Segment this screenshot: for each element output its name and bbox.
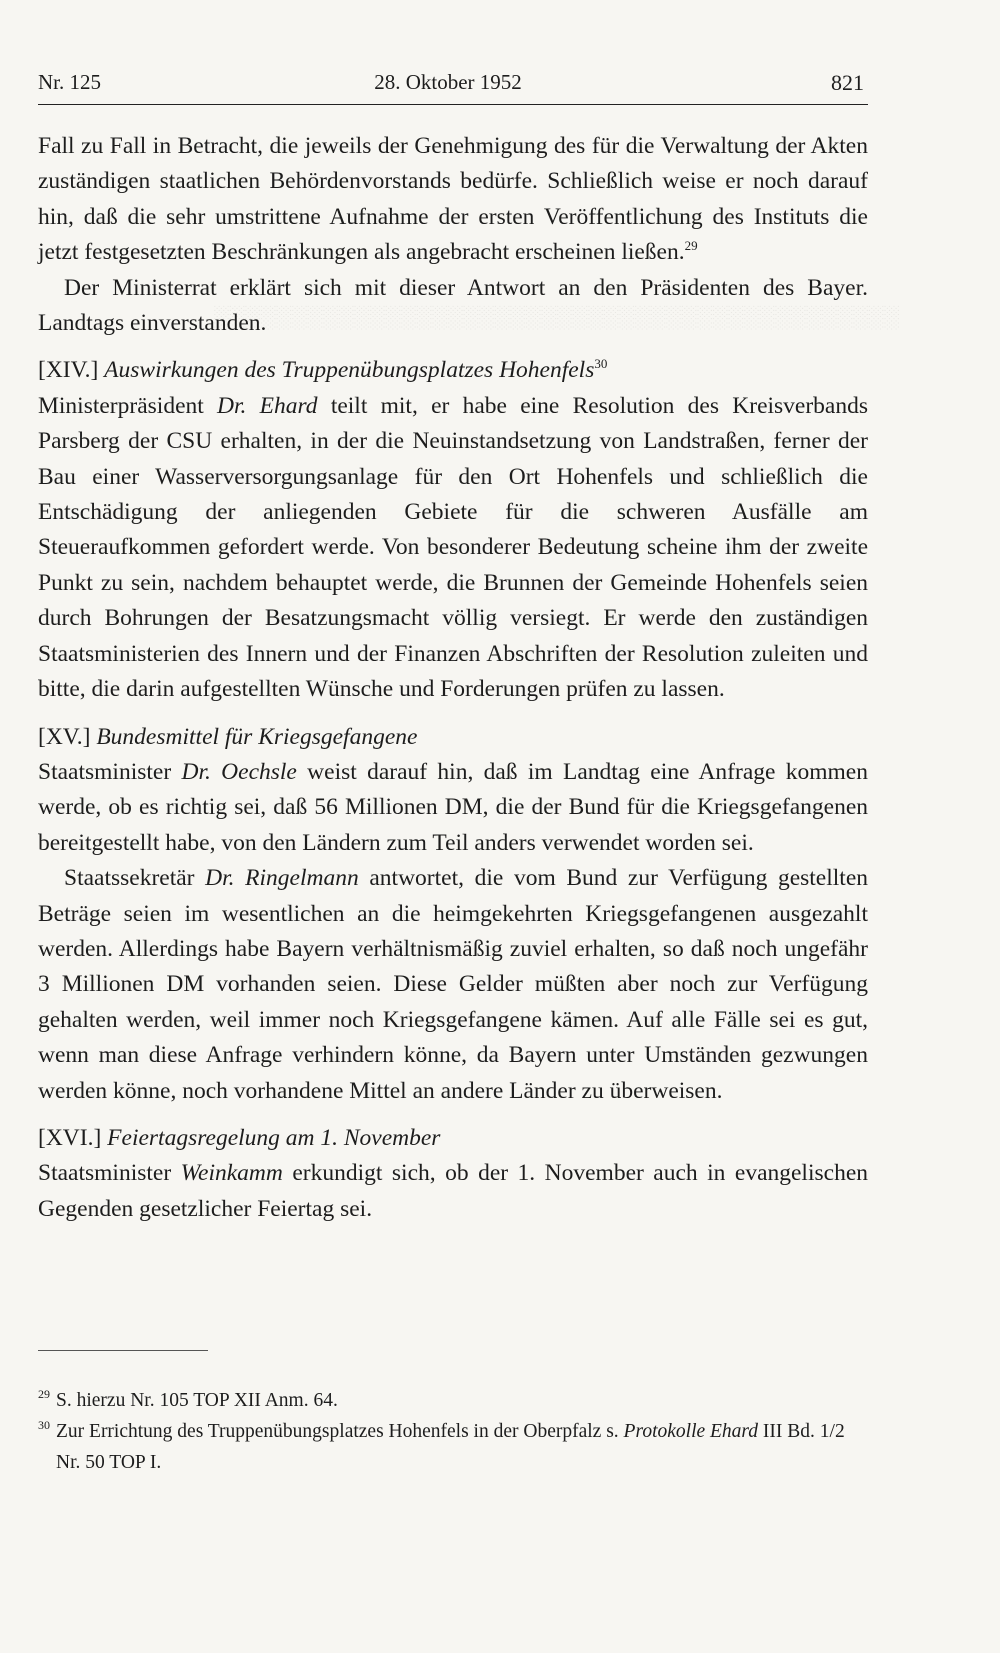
main-text <box>38 125 868 1227</box>
speaker-name: Dr. Ehard <box>217 392 318 419</box>
paragraph: Staatsminister Dr. Oechsle weist darauf hin, daß im Landtag eine Anfrage kommen werde, ob es richtig sei, daß 56 Millionen DM, die der Bund für die Kriegsgefangenen bereitgestellt habe, von den Ländern zum Teil anders verwendet worden sei. <box>38 758 868 856</box>
section-heading-xiv: [XIV.] Auswirkungen des Truppenübungsplatzes Hohenfels$^{30}$ <box>38 356 608 384</box>
speaker-name: Weinkamm <box>180 1160 283 1187</box>
footnote-number: 29 <box>38 1387 50 1401</box>
show-through-background: ░░░░░░░░░░░░░░░░░░░░░░░░░░░░░░░░░░░░░░░░░░░░ <box>214 304 900 329</box>
paragraph: Staatsminister Weinkamm erkundigt sich, ob der 1. November auch in evangelischen Gegenden gesetzlicher Feiertag sei. <box>38 1160 868 1222</box>
section-heading-xv: [XV.] Bundesmittel für Kriegsgefangene <box>38 723 418 750</box>
section-heading-xvi: [XVI.] Feiertagsregelung am 1. November <box>38 1124 441 1151</box>
page-header <box>38 66 868 105</box>
footnotes <box>38 1385 868 1478</box>
paragraph: Staatssekretär Dr. Ringelmann antwortet, die vom Bund zur Verfügung gestellten Beträge seien im wesentlichen an die heimgekehrten Kriegsgefangenen ausgezahlt werden. Allerdings habe Bayern verhältnismäßig zuviel erhalten, so daß noch ungefähr 3 Millionen DM vorhanden seien. Diese Gelder müßten aber noch zur Verfügung gehalten werden, weil immer noch Kriegsgefangene kämen. Auf alle Fälle sei es gut, wenn man diese Anfrage verhindern könne, da Bayern unter Umständen gezwungen werden könne, noch vorhandene Mittel an andere Länder zu überweisen. <box>38 865 868 1104</box>
paragraph: Fall zu Fall in Betracht, die jeweils der Genehmigung des für die Verwaltung der Akten zuständigen staatlichen Behördenvorstands bedürfe. Schließlich weise er noch darauf hin, daß die sehr umstrittene Aufnahme der ersten Veröffentlichung des Instituts die jetzt festgesetzten Beschränkungen als angebracht erscheinen ließen.$^{29}$ <box>38 133 868 266</box>
speaker-name: Dr. Oechsle <box>181 758 297 785</box>
footnote-divider <box>38 1350 208 1351</box>
speaker-name: Dr. Ringelmann <box>205 865 359 892</box>
page-number: 821 <box>831 70 864 95</box>
document-number: Nr. 125 <box>38 70 101 94</box>
footnote-30: 30 Zur Errichtung des Truppenübungsplatzes Hohenfels in der Oberpfalz s. Protokolle Ehard III Bd. 1/2 Nr. 50 TOP I. <box>38 1416 868 1478</box>
header-date: 28. Oktober 1952 <box>374 70 522 94</box>
footnote-number: 30 <box>38 1418 50 1432</box>
footnote-ref: 29 <box>684 238 698 254</box>
paragraph: Der Ministerrat erklärt sich mit dieser Antwort an den Präsidenten des Bayer. Landtags einverstanden. <box>38 274 868 337</box>
footnote-ref: 30 <box>594 356 608 372</box>
paragraph: Ministerpräsident Dr. Ehard teilt mit, er habe eine Resolution des Kreisverbands Parsberg der CSU erhalten, in der die Neuinstandsetzung von Landstraßen, ferner der Bau einer Wasserversorgungsanlage für den Ort Hohenfels und schließlich die Entschädigung der anliegenden Gebiete für die schweren Ausfälle am Steueraufkommen gefordert werde. Von besonderer Bedeutung scheine ihm der zweite Punkt zu sein, nachdem behauptet werde, die Brunnen der Gemeinde Hohenfels seien durch Bohrungen der Besatzungsmacht völlig versiegt. Er werde den zuständigen Staatsministerien des Innern und der Finanzen Abschriften der Resolution zuleiten und bitte, die darin aufgestellten Wünsche und Forderungen prüfen zu lassen. <box>38 392 868 703</box>
footnote-29: 29 S. hierzu Nr. 105 TOP XII Anm. 64. <box>38 1385 868 1416</box>
